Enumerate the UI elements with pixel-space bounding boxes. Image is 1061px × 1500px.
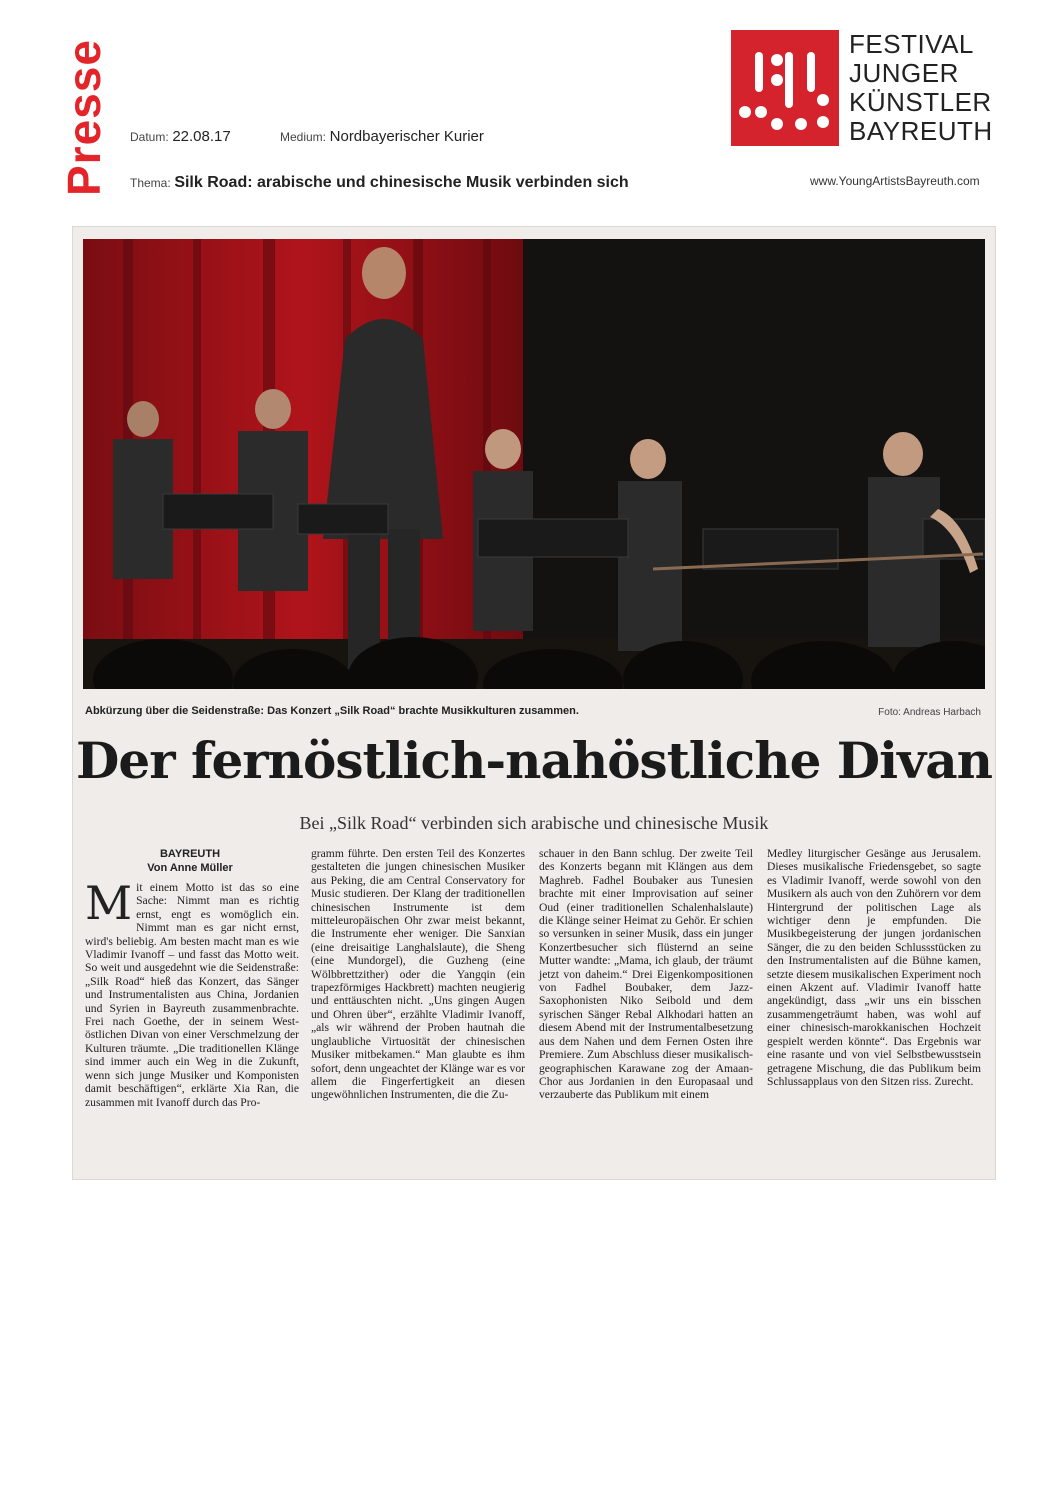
logo-line: JUNGER — [849, 58, 959, 88]
byline — [85, 847, 295, 875]
medium-label: Medium: — [280, 130, 327, 144]
photo-caption: Abkürzung über die Seidenstraße: Das Konzert „Silk Road“ brachte Musikkulturen zusammen. — [85, 705, 579, 717]
author: Von Anne Müller — [147, 862, 233, 874]
thema-value: Silk Road: arabische und chinesische Musik verbinden sich — [174, 174, 629, 191]
headline: Der fernöstlich-nahöstliche Divan — [76, 731, 992, 790]
logo-text — [849, 30, 993, 146]
medium-value: Nordbayerischer Kurier — [329, 128, 484, 145]
column-text: schauer in den Bann schlug. Der zweite Teil des Konzerts begann mit Klängen aus dem Maghreb. Fadhel Boubaker aus Tunesien brachte mit einer Improvisation auf seiner Oud (einer traditionellen Schalenhalslaute) die Klänge seiner Heimat zu Gehör. Er schien so versunken in seiner Musik, dass ein junger Konzertbesucher sich flüsternd an seine Mutter wandte: „Mama, ich glaub, der träumt jetzt von daheim.“ Drei Eigenkompositionen von Fadhel Boubaker, dem Jazz-Saxophonisten Niko Seibold und dem syrischen Sänger Rebal Alkhodari hatten an diesem Abend mit der Instrumentalbesetzung aus dem Nahen und dem Fernen Osten ihre Premiere. Zum Abschluss dieser musikalisch-geographischen Karawane zog der Amaan-Chor aus Jordanien in den Europasaal und verzauberte das Publikum mit einem — [539, 847, 753, 1102]
newspaper-clipping — [72, 226, 996, 1180]
subheadline: Bei „Silk Road“ verbinden sich arabische und chinesische Musik — [299, 813, 769, 833]
article-column-2 — [311, 847, 525, 1102]
datum-label: Datum: — [130, 130, 169, 144]
dropcap: M — [85, 876, 133, 930]
location: BAYREUTH — [159, 848, 221, 860]
article-column-3 — [539, 847, 753, 1102]
medium-row — [280, 128, 484, 145]
logo-mark-icon — [731, 30, 839, 146]
presse-label: Presse — [58, 39, 110, 196]
datum-value: 22.08.17 — [172, 128, 231, 145]
article-column-4 — [767, 847, 981, 1088]
column-text: it einem Motto ist das so eine Sache: Nimmt man es richtig ernst, engt es womöglich ein. Nimmt man es gar nicht ernst, wird's beliebig. Am besten macht man es wie Vladimir Ivanoff – und fasst das Motto weit. So weit und ausgedehnt wie die Seidenstraße: „Silk Road“ hieß das Konzert, das Sänger und Instrumentalisten aus China, Jordanien und Syrien in Bayreuth zusammenbrachte. Frei nach Goethe, der in seinem West-östlichen Divan von einer Verschmelzung der Kulturen träumte. „Die traditionellen Klänge sind immer auch ein Weg in die Zukunft, wenn sich junge Musiker und Komponisten damit beschäftigen“, erklärte Xia Ran, die zusammen mit Ivanoff durch das Pro- — [85, 881, 299, 1109]
photo-credit: Foto: Andreas Harbach — [878, 707, 981, 718]
article-column-1 — [85, 876, 299, 1109]
concert-photo — [83, 239, 985, 689]
website-url: www.YoungArtistsBayreuth.com — [810, 174, 980, 188]
date-row — [130, 128, 231, 145]
logo-line: FESTIVAL — [849, 29, 974, 59]
thema-row — [130, 174, 629, 192]
column-text: gramm führte. Den ersten Teil des Konzertes gestalteten die jungen chinesischen Musiker aus Peking, die am Central Conservatory for Music studieren. Der Klang der traditionellen chinesischen Instrumente ist dem mitteleuropäischen Ohr zwar meist bekannt, die Instrumente eher weniger. Die Sanxian (eine dreisaitige Langhalslaute), die Sheng (eine Mundorgel), die Guzheng (eine Wölbbrettzither) oder die Yangqin (ein trapezförmiges Hackbrett) machten neugierig und enttäuschten nicht. „Uns gingen Augen und Ohren über“, erzählte Vladimir Ivanoff, „als wir während der Proben hautnah die unglaubliche Virtuosität der chinesischen Musiker mitbekamen.“ Man glaubte es ihm sofort, denn ungeachtet der Klänge war es vor allem die Fingerfertigkeit an diesen ungewöhnlichen Instrumenten, die die Zu- — [311, 847, 525, 1102]
column-text: Medley liturgischer Gesänge aus Jerusalem. Dieses musikalische Friedensgebet, so sagte es Vladimir Ivanoff, werde sowohl von den Musikern als auch von den Zuhörern vor dem Hintergrund der politischen Lage als wichtiger denn je empfunden. Die Musikbegeisterung der jungen jordanischen Sänger, die zu den beiden Schlussstücken zu den Instrumentalisten auf die Bühne kamen, setzte diesem musikalischen Experiment noch einen Akzent auf. Vladimir Ivanoff hatte angekündigt, dass „wir uns ein bisschen zusammengeträumt haben, was wohl auf einer chinesisch-marokkanischen Hochzeit gespielt werden könnte“. Das Ergebnis war eine rasante und von viel Selbstbewusstsein getragene Mischung, die das Publikum beim Schlussapplaus von den Sitzen riss. Zurecht. — [767, 847, 981, 1088]
festival-logo — [731, 30, 993, 146]
logo-line: KÜNSTLER — [849, 87, 992, 117]
thema-label: Thema: — [130, 176, 171, 190]
logo-line: BAYREUTH — [849, 116, 993, 146]
